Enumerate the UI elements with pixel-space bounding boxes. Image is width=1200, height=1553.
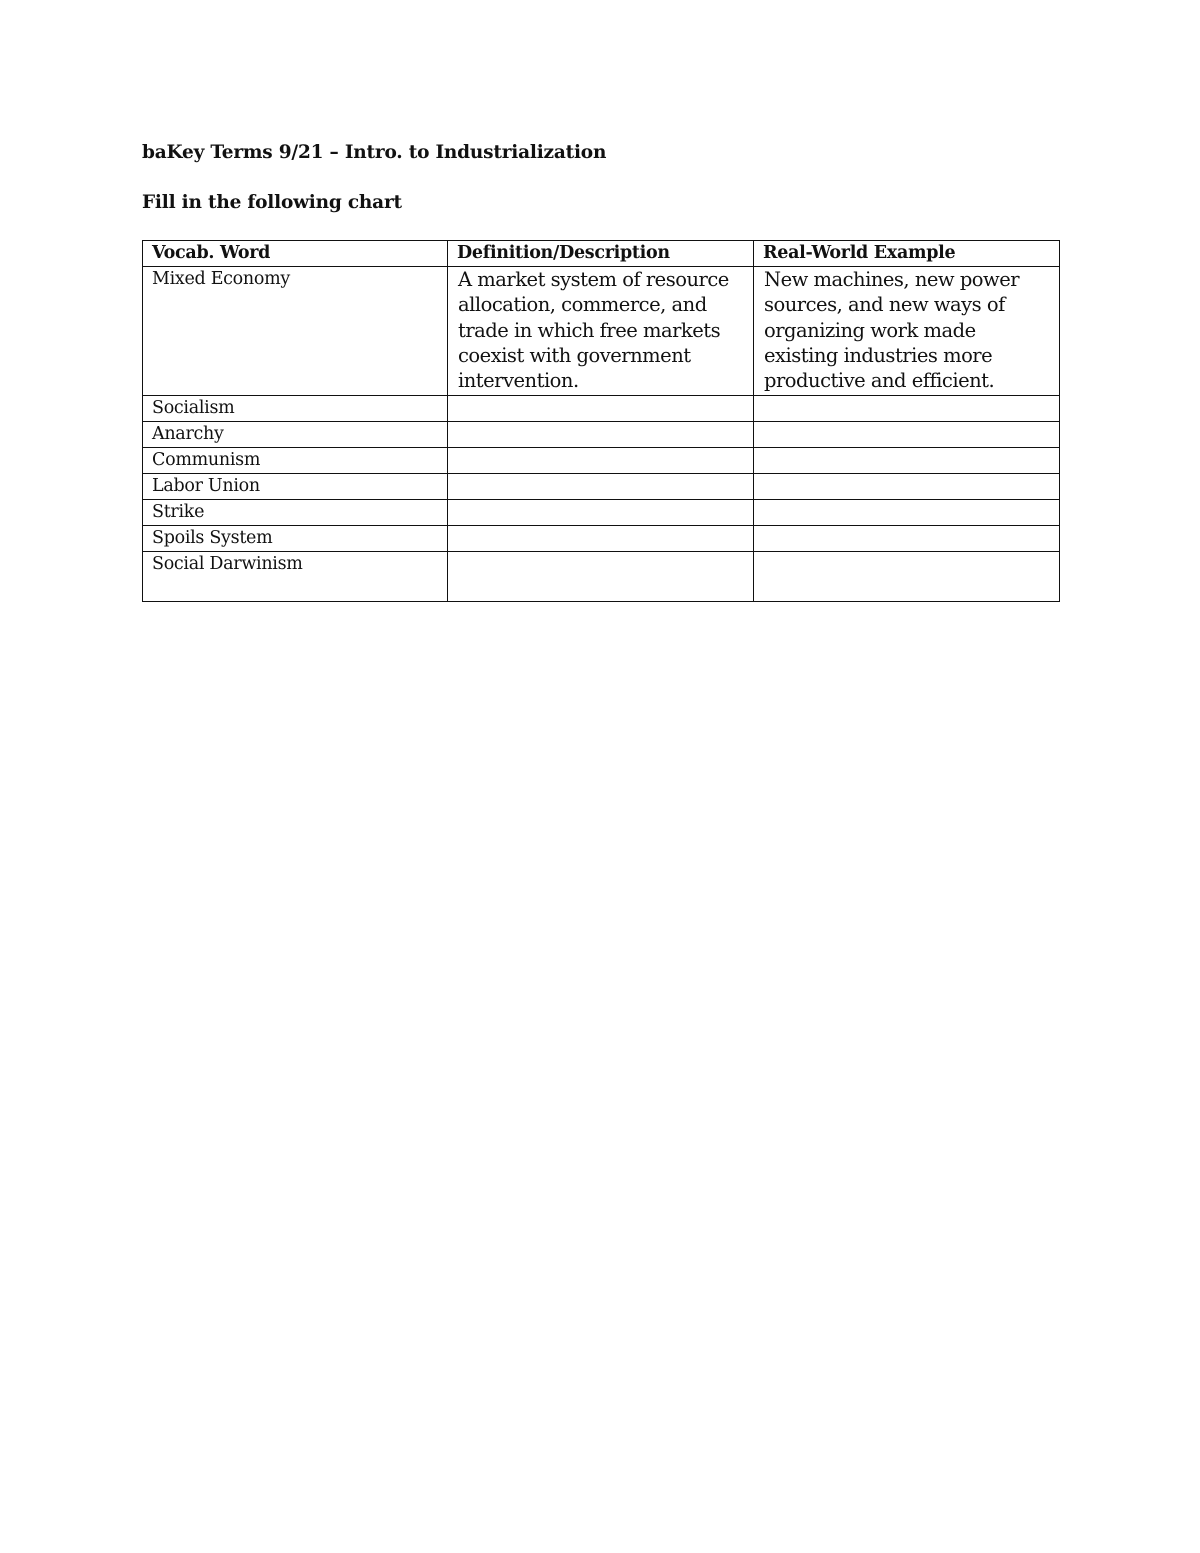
vocab-word-cell: Social Darwinism (143, 552, 448, 602)
definition-cell[interactable] (448, 422, 754, 448)
vocab-chart-table (142, 240, 1060, 602)
definition-cell[interactable] (448, 448, 754, 474)
instructions-text: Fill in the following chart (142, 192, 402, 213)
vocab-word-cell: Mixed Economy (143, 267, 448, 396)
example-cell[interactable] (754, 474, 1060, 500)
definition-cell[interactable] (448, 526, 754, 552)
table-row (143, 474, 1060, 500)
definition-cell[interactable] (448, 500, 754, 526)
table-header-row (143, 241, 1060, 267)
definition-cell[interactable]: A market system of resource allocation, commerce, and trade in which free markets coexist with government intervention. (448, 267, 754, 396)
example-cell[interactable] (754, 500, 1060, 526)
table-row (143, 422, 1060, 448)
table-row (143, 500, 1060, 526)
header-definition: Definition/Description (448, 241, 754, 267)
table-row (143, 526, 1060, 552)
vocab-word-cell: Socialism (143, 396, 448, 422)
example-cell[interactable] (754, 396, 1060, 422)
vocab-word-cell: Labor Union (143, 474, 448, 500)
document-title: baKey Terms 9/21 – Intro. to Industrialization (142, 142, 607, 163)
header-vocab-word: Vocab. Word (143, 241, 448, 267)
definition-cell[interactable] (448, 396, 754, 422)
table-row (143, 396, 1060, 422)
example-cell[interactable]: New machines, new power sources, and new ways of organizing work made existing industries more productive and efficient. (754, 267, 1060, 396)
vocab-word-cell: Anarchy (143, 422, 448, 448)
table-row (143, 552, 1060, 602)
example-cell[interactable] (754, 448, 1060, 474)
vocab-word-cell: Spoils System (143, 526, 448, 552)
example-cell[interactable] (754, 422, 1060, 448)
table-row (143, 448, 1060, 474)
definition-cell[interactable] (448, 474, 754, 500)
header-real-world-example: Real-World Example (754, 241, 1060, 267)
definition-cell[interactable] (448, 552, 754, 602)
vocab-word-cell: Communism (143, 448, 448, 474)
vocab-word-cell: Strike (143, 500, 448, 526)
table-row (143, 267, 1060, 396)
example-cell[interactable] (754, 552, 1060, 602)
example-cell[interactable] (754, 526, 1060, 552)
